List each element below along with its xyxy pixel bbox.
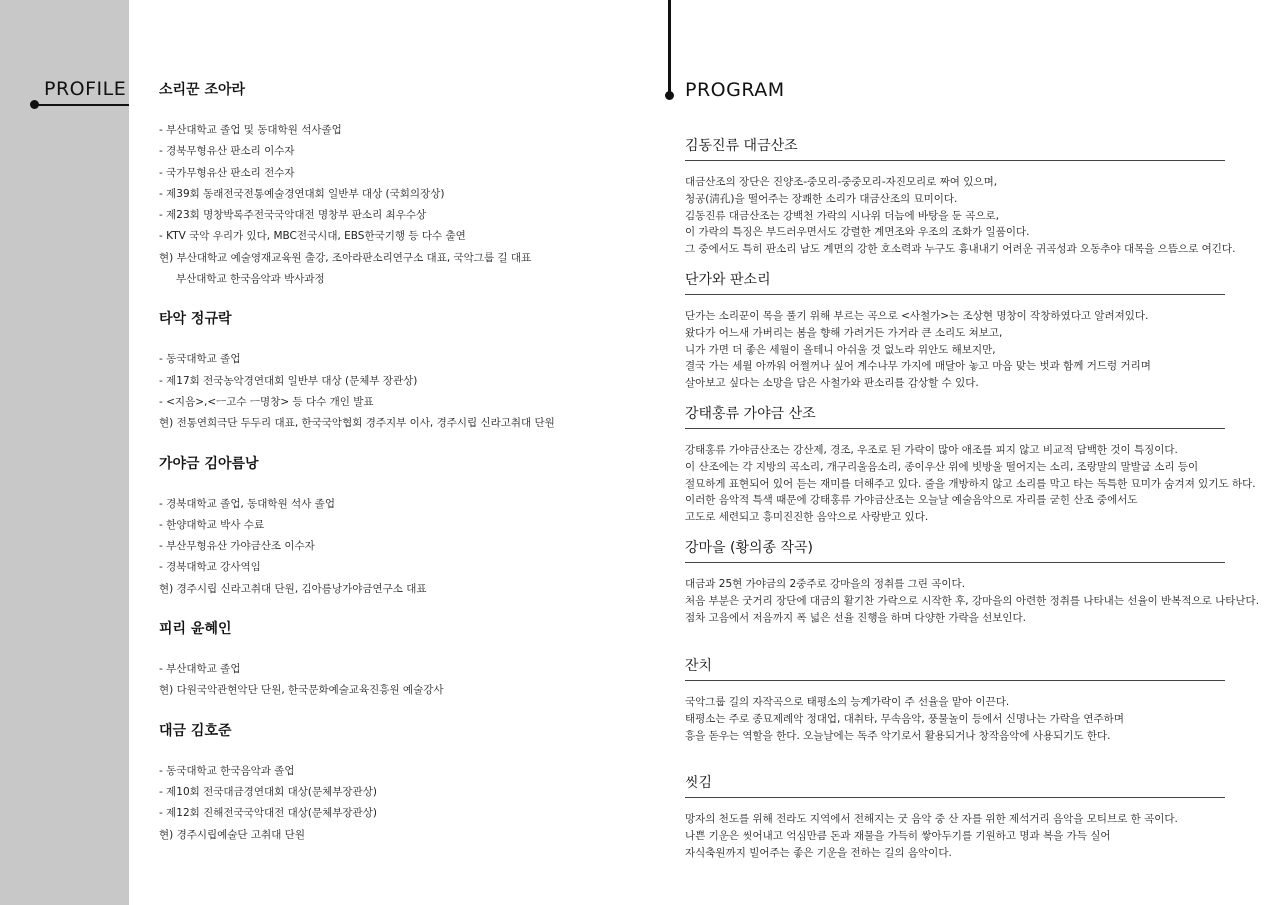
- section-line: 태평소는 주로 종묘제례악 정대업, 대취타, 무속음악, 풍물놀이 등에서 신명나는 가락을 연주하며: [685, 712, 1124, 725]
- career-line: 부산대학교 한국음악과 박사과정: [176, 273, 325, 286]
- section-line: 살아보고 싶다는 소망을 담은 사철가와 판소리를 감상할 수 있다.: [685, 377, 979, 390]
- person-name: 피리 윤혜인: [159, 621, 232, 638]
- person-name: 대금 김호준: [159, 722, 232, 739]
- profile-underline: [34, 104, 129, 106]
- section-line: 강태홍류 가야금산조는 강산제, 경조, 우조로 된 가락이 많아 애조를 피지 않고 비교적 담백한 것이 특징이다.: [685, 444, 1178, 456]
- section-body: [685, 308, 1225, 392]
- profile-column: [159, 80, 629, 865]
- section-body: [685, 174, 1236, 258]
- career-line: - 제39회 동래전국전통예술경연대회 일반부 대상 (국회의장상): [159, 187, 445, 200]
- section-title: 잔치: [685, 653, 1225, 681]
- section-body: [685, 576, 1260, 626]
- section-line: 이 가락의 특징은 부드러우면서도 강렬한 계면조와 우조의 조화가 일품이다.: [685, 226, 1030, 239]
- section-line: 김동진류 대금산조는 강백천 가락의 시나위 더늠에 바탕을 둔 곡으로,: [685, 209, 1000, 222]
- person-career-list: [159, 494, 629, 600]
- person-name: 소리꾼 조아라: [159, 82, 246, 98]
- section-line: 처음 부분은 굿거리 장단에 대금의 활기찬 가락으로 시작한 후, 강마을의 아련한 정취를 나타내는 선율이 반복적으로 나타난다.: [685, 594, 1260, 607]
- person-block: [159, 80, 629, 290]
- section-line: 망자의 천도를 위해 전라도 지역에서 전해지는 굿 음악 중 산 자를 위한 제석거리 음악을 모티브로 한 곡이다.: [685, 813, 1178, 825]
- section-line: 단가는 소리꾼이 목을 풀기 위해 부르는 곡으로 <사철가>는 조상현 명창이 작창하였다고 알려져있다.: [685, 310, 1149, 322]
- section-line: 청공(淸孔)을 떨어주는 장쾌한 소리가 대금산조의 묘미이다.: [685, 192, 958, 205]
- career-line: 현) 경주시립예술단 고취대 단원: [159, 828, 305, 841]
- section-line: 니가 가면 더 좋은 세월이 올테니 아쉬울 것 없노라 위안도 해보지만,: [685, 343, 996, 356]
- section-line: 국악그룹 길의 자작곡으로 태평소의 능계가락이 주 선율을 맡아 이끈다.: [685, 696, 1010, 708]
- career-line: - 국가무형유산 판소리 전수자: [159, 166, 295, 179]
- section-body: [685, 442, 1256, 526]
- program-dot: [665, 91, 674, 100]
- person-name: 가야금 김아름낭: [159, 455, 259, 472]
- person-name: 타악 정규락: [159, 311, 232, 328]
- program-section: [685, 133, 1236, 258]
- profile-dot: [30, 100, 39, 109]
- program-heading: PROGRAM: [685, 79, 785, 101]
- person-career-list: [159, 120, 629, 290]
- section-line: 왔다가 어느새 가버리는 봄을 향해 가려거든 가거라 큰 소리도 쳐보고,: [685, 326, 1003, 339]
- section-body: [685, 811, 1225, 861]
- section-line: 대금산조의 장단은 진양조-중모리-중중모리-자진모리로 짜여 있으며,: [685, 176, 998, 188]
- career-line: - 부산대학교 졸업: [159, 663, 241, 676]
- program-section: [685, 401, 1256, 526]
- person-block: [159, 619, 629, 702]
- section-title: 단가와 판소리: [685, 267, 1225, 295]
- program-section: [685, 267, 1225, 392]
- person-block: [159, 309, 629, 434]
- person-block: [159, 721, 629, 846]
- section-line: 그 중에서도 특히 판소리 남도 계면의 강한 호소력과 누구도 흉내내기 어려운 귀곡성과 오동추야 대목을 으뜸으로 여긴다.: [685, 243, 1236, 256]
- section-line: 자식축원까지 빌어주는 좋은 기운을 전하는 길의 음악이다.: [685, 846, 952, 859]
- career-line: - 제17회 전국농악경연대회 일반부 대상 (문체부 장관상): [159, 374, 418, 387]
- program-vertical-line: [668, 0, 671, 96]
- section-line: 점차 고음에서 저음까지 폭 넓은 선율 진행을 하며 다양한 가락을 선보인다.: [685, 611, 1027, 624]
- career-line: - 경북대학교 졸업, 동대학원 석사 졸업: [159, 497, 335, 510]
- career-line: - KTV 국악 우리가 있다, MBC전국시대, EBS한국기행 등 다수 출연: [159, 230, 466, 243]
- career-line: - 경북무형유산 판소리 이수자: [159, 145, 295, 158]
- section-title: 씻김: [685, 770, 1225, 798]
- career-line: - 제23회 명창박록주전국국악대전 명창부 판소리 최우수상: [159, 209, 427, 222]
- section-line: 결국 가는 세월 아까워 어쩔꺼나 싶어 계수나무 가지에 매달아 놓고 마음 맞는 벗과 함께 거드렁 거리며: [685, 360, 1151, 373]
- career-line: - 한양대학교 박사 수료: [159, 518, 265, 531]
- career-line: 현) 다원국악관현악단 단원, 한국문화예술교육진흥원 예술강사: [159, 684, 444, 697]
- person-career-list: [159, 761, 629, 846]
- section-line: 이러한 음악적 특색 때문에 강태홍류 가야금산조는 오늘날 예술음악으로 자리를 굳힌 산조 중에서도: [685, 494, 1138, 507]
- section-line: 절묘하게 표현되어 있어 듣는 재미를 더해주고 있다. 줄을 개방하지 않고 소리를 막고 타는 독특한 묘미가 숨겨져 있기도 하다.: [685, 477, 1256, 490]
- person-career-list: [159, 659, 629, 702]
- career-line: - 제10회 전국대금경연대회 대상(문체부장관상): [159, 785, 377, 798]
- program-section: [685, 535, 1260, 626]
- section-line: 흥을 돋우는 역할을 한다. 오늘날에는 독주 악기로서 활용되거나 창작음악에 사용되기도 한다.: [685, 729, 1111, 742]
- left-sidebar-band: [0, 0, 129, 905]
- section-title: 강태홍류 가야금 산조: [685, 401, 1225, 429]
- career-line: 현) 경주시립 신라고취대 단원, 김아름낭가야금연구소 대표: [159, 582, 427, 595]
- section-title: 강마을 (황의종 작곡): [685, 535, 1225, 563]
- profile-heading: PROFILE: [44, 78, 127, 100]
- program-section: [685, 770, 1225, 861]
- section-line: 대금과 25현 가야금의 2중주로 강마을의 정취를 그린 곡이다.: [685, 578, 966, 590]
- career-line: 현) 전통연희극단 두두리 대표, 한국국악협회 경주지부 이사, 경주시립 신라고취대 단원: [159, 417, 555, 430]
- career-line: 현) 부산대학교 예술영재교육원 출강, 조아라판소리연구소 대표, 국악그룹 길 대표: [159, 251, 532, 264]
- career-line: - <지음>,<ㅡ고수 ㅡ명창> 등 다수 개인 발표: [159, 395, 374, 408]
- program-section: [685, 653, 1225, 744]
- career-line: - 부산대학교 졸업 및 동대학원 석사졸업: [159, 124, 342, 136]
- person-block: [159, 454, 629, 600]
- career-line: - 경북대학교 강사역임: [159, 561, 261, 574]
- section-line: 이 산조에는 각 지방의 곡소리, 개구리울음소리, 종이우산 위에 빗방울 떨어지는 소리, 조랑말의 말발굽 소리 등이: [685, 460, 1199, 473]
- section-line: 고도로 세련되고 흥미진진한 음악으로 사랑받고 있다.: [685, 511, 929, 524]
- career-line: - 동국대학교 졸업: [159, 353, 241, 366]
- section-title: 김동진류 대금산조: [685, 133, 1225, 161]
- section-body: [685, 694, 1225, 744]
- career-line: - 부산무형유산 가야금산조 이수자: [159, 540, 315, 553]
- section-line: 나쁜 기운은 씻어내고 억심만큼 돈과 재물을 가득히 쌓아두기를 기원하고 명과 복을 가득 실어: [685, 829, 1111, 842]
- career-line: - 동국대학교 한국음악과 졸업: [159, 764, 295, 777]
- career-line: - 제12회 진해전국국악대전 대상(문체부장관상): [159, 807, 377, 820]
- person-career-list: [159, 349, 629, 434]
